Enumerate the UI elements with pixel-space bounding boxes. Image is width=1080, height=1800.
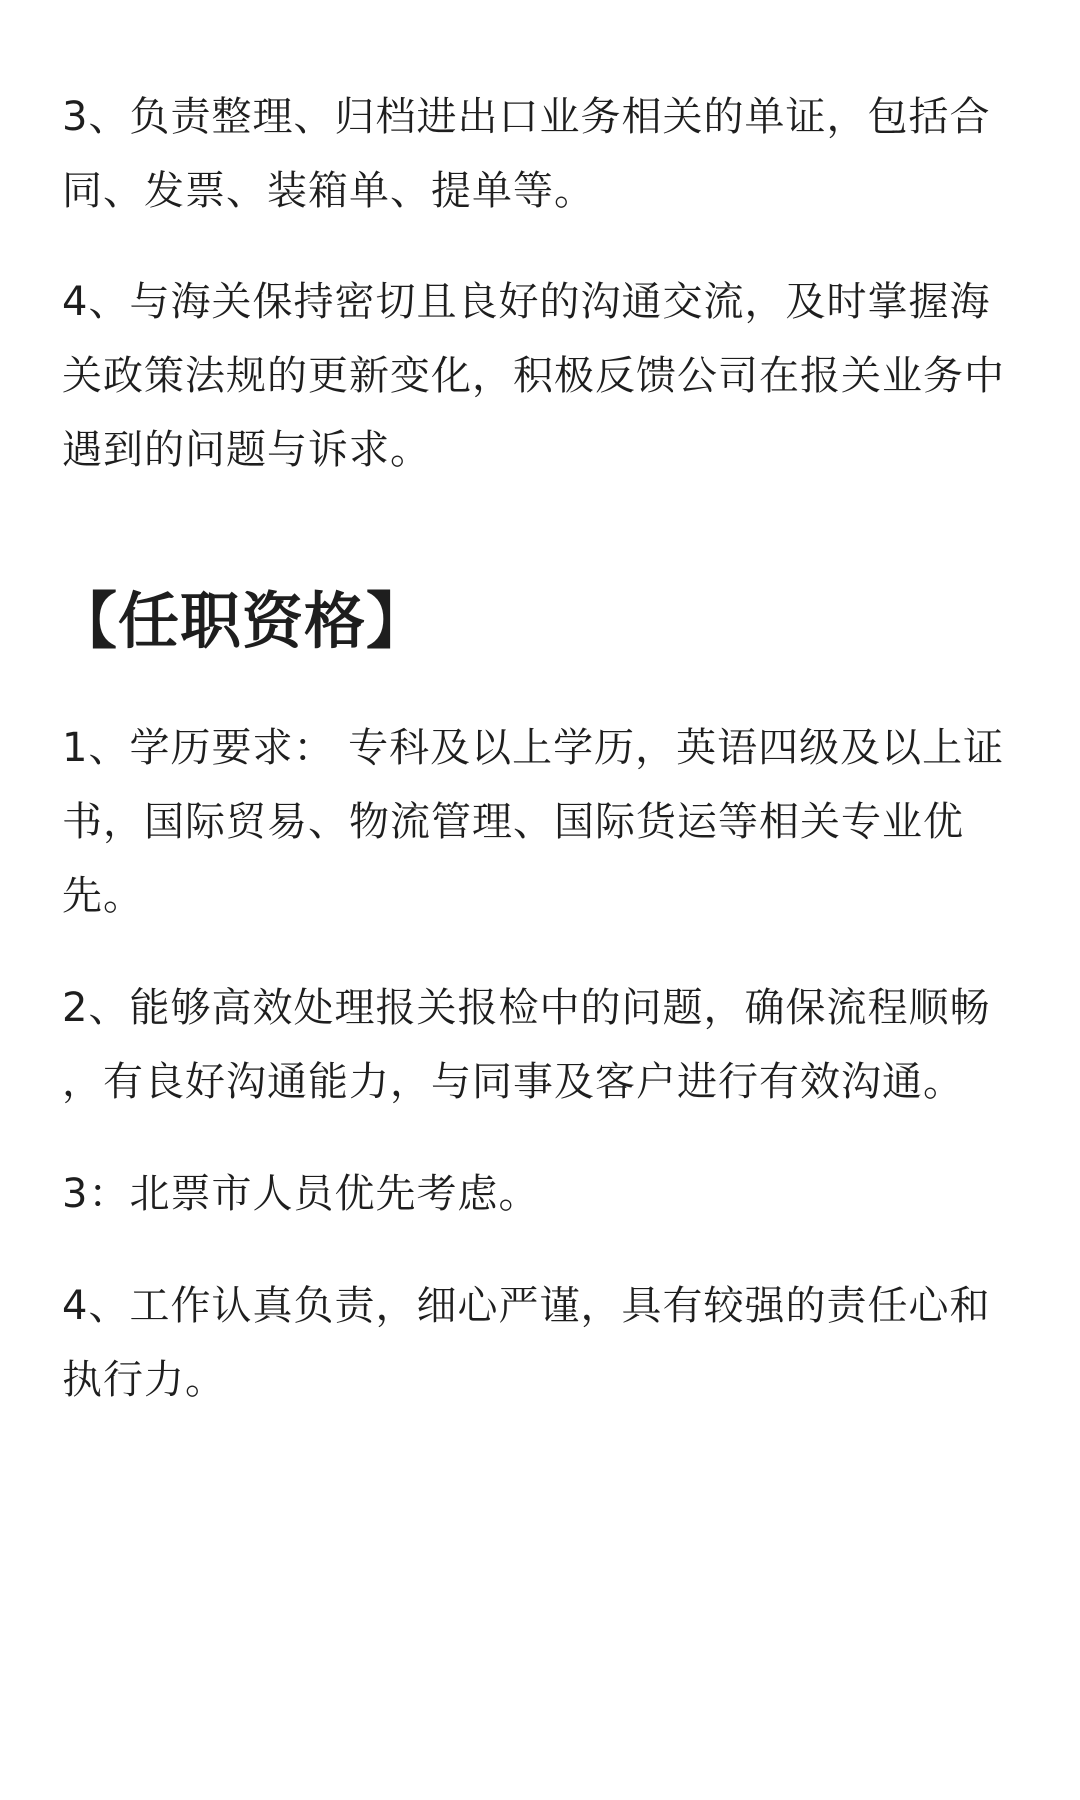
qualification-item-4: 4、工作认真负责，细心严谨，具有较强的责任心和执行力。: [62, 1283, 991, 1403]
duties-section: [62, 80, 1018, 487]
qualification-item-1: 1、学历要求： 专科及以上学历，英语四级及以上证书，国际贸易、物流管理、国际货运等相关专业优先。: [62, 725, 1005, 919]
qualifications-section: [56, 577, 1018, 1417]
section-title-qualifications: 【任职资格】: [56, 586, 429, 657]
qualification-item-3: 3：北票市人员优先考虑。: [62, 1171, 540, 1217]
duty-item-3: 3、负责整理、归档进出口业务相关的单证，包括合同、发票、装箱单、提单等。: [62, 94, 991, 214]
qualification-item-2: 2、能够高效处理报关报检中的问题，确保流程顺畅 ，有良好沟通能力，与同事及客户进行有效沟通。: [62, 985, 991, 1105]
duty-item-4: 4、与海关保持密切且良好的沟通交流，及时掌握海关政策法规的更新变化，积极反馈公司在报关业务中遇到的问题与诉求。: [62, 279, 1005, 473]
